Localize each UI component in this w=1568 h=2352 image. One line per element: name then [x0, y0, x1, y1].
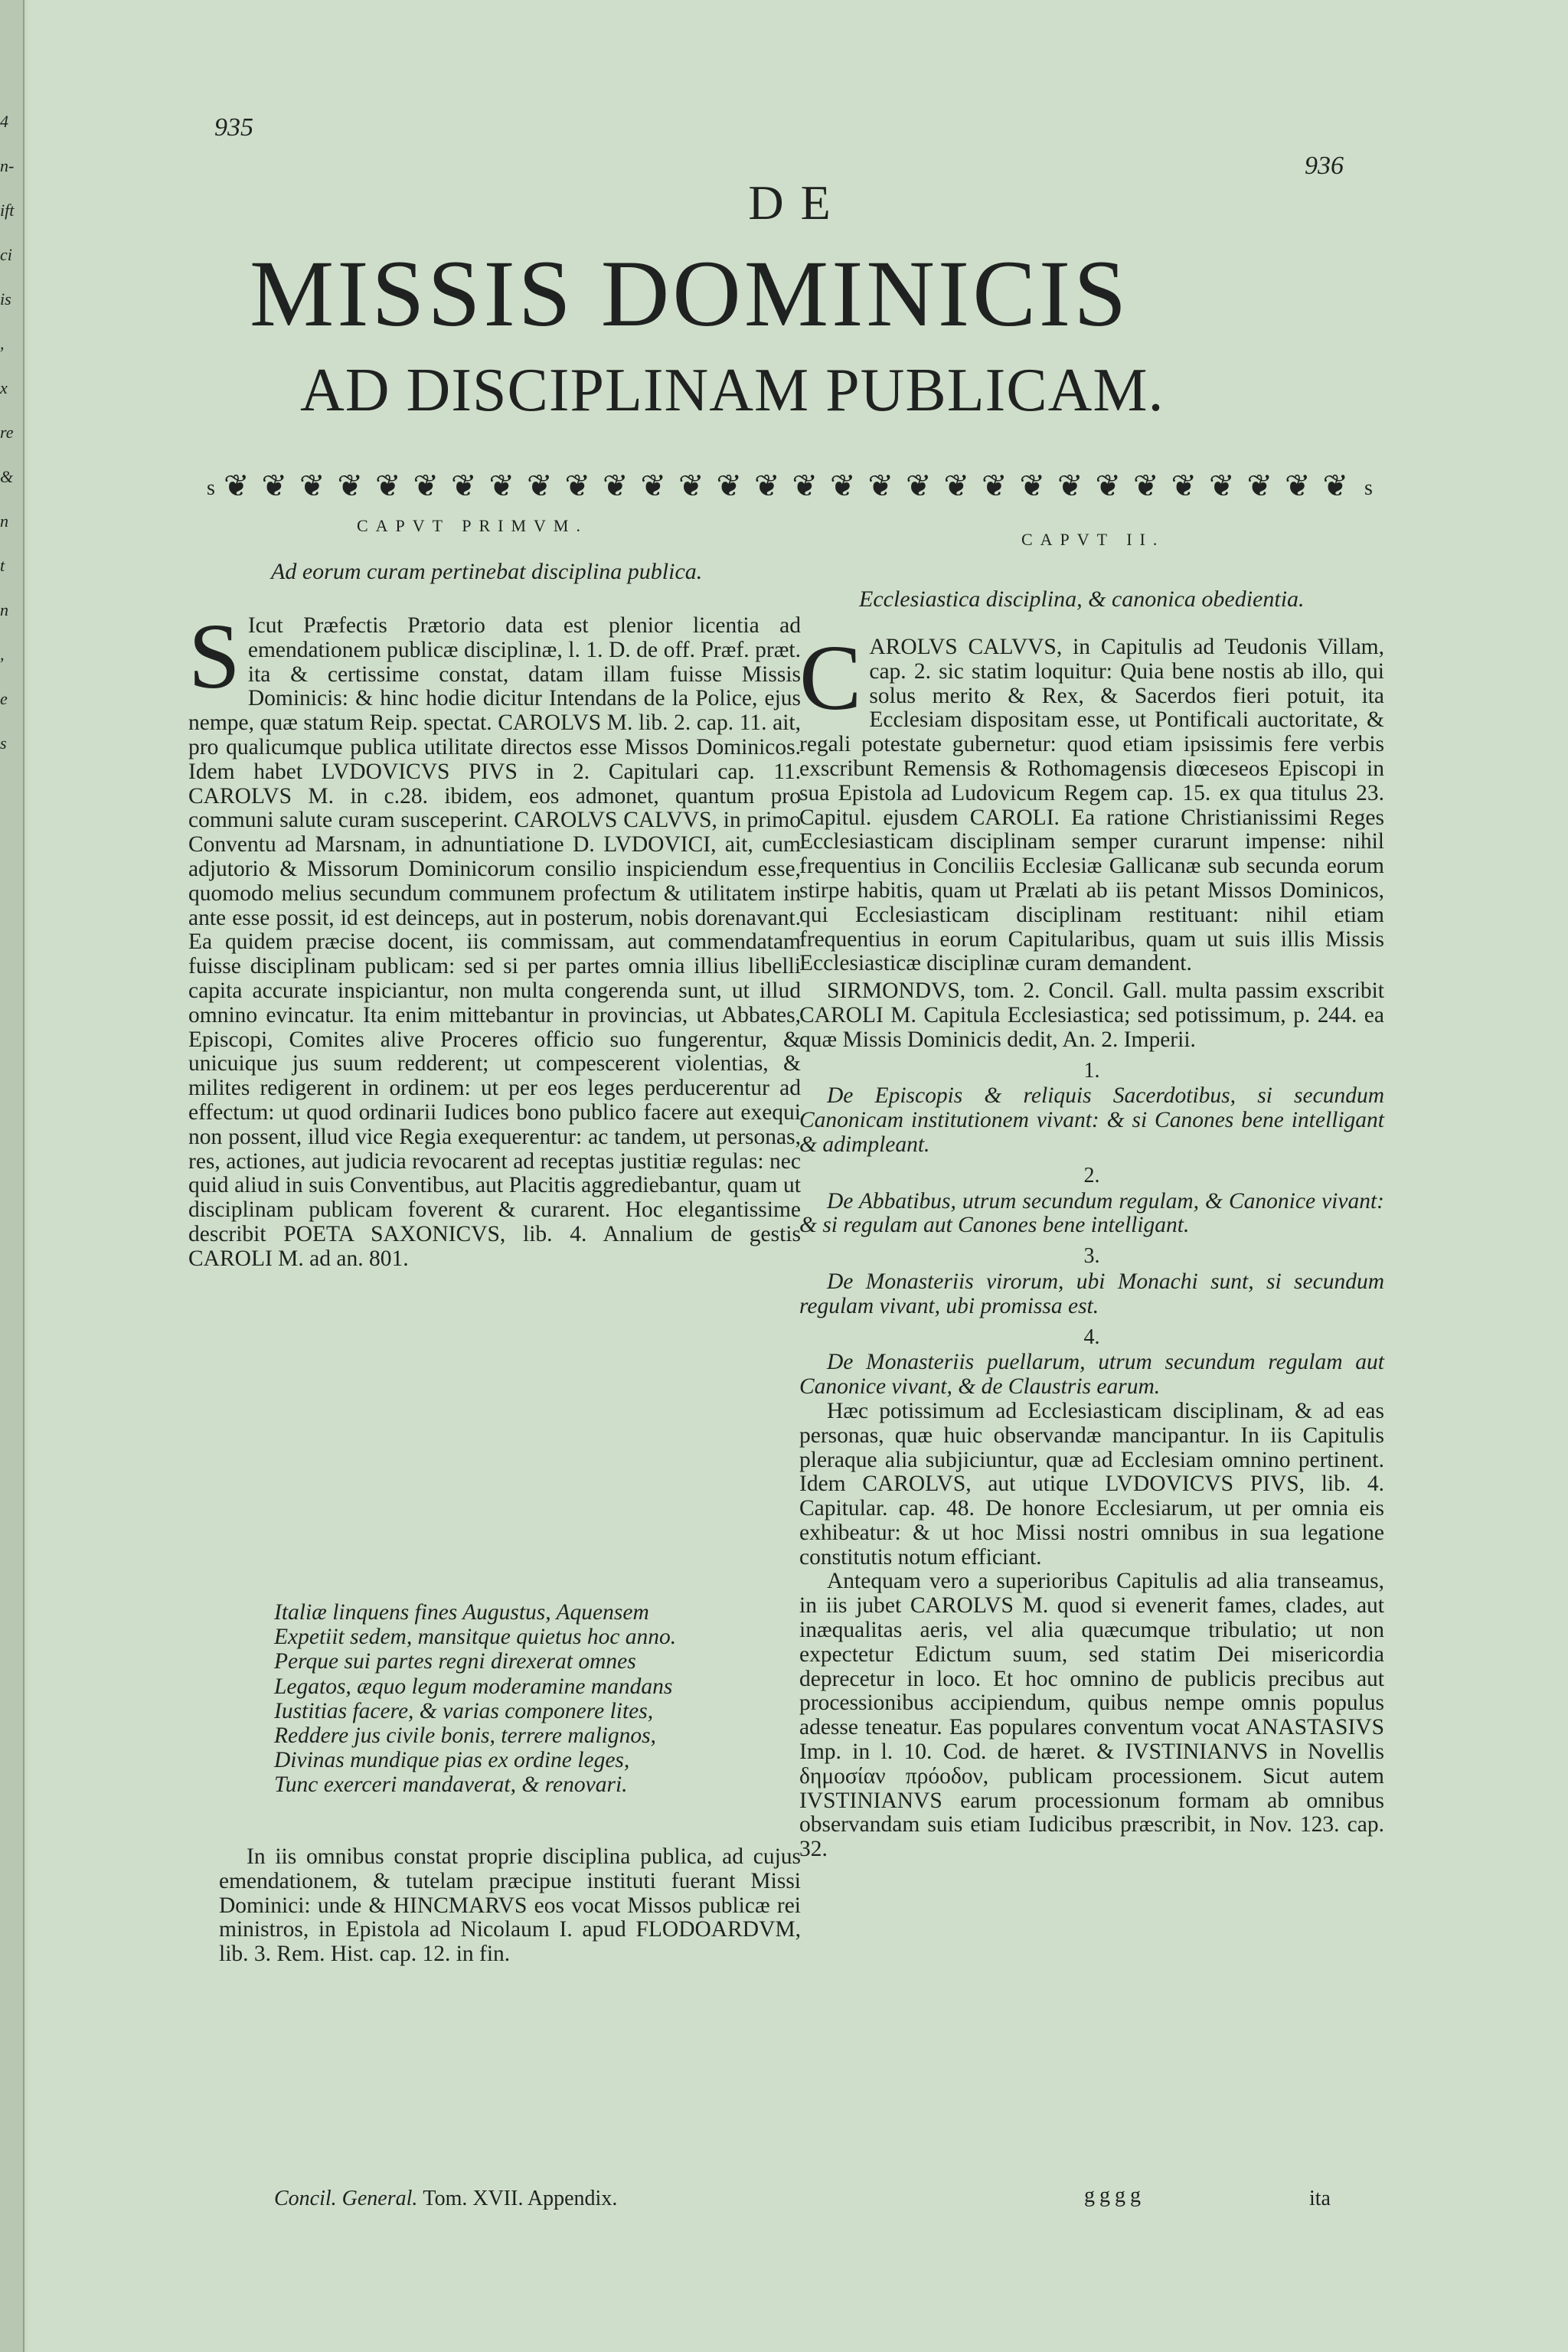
- title-subtitle: AD DISCIPLINAM PUBLICAM.: [300, 357, 1165, 424]
- capitulum-number: 3.: [1083, 1244, 1100, 1269]
- ornament-flourish: ❦: [943, 470, 970, 503]
- ornament-flourish: ❦: [1057, 470, 1083, 503]
- capitulum-number: 2.: [1083, 1163, 1100, 1187]
- verse-line: Reddere jus civile bonis, terrere malignos,: [274, 1723, 656, 1749]
- adjacent-page-fragment: 4: [0, 112, 8, 131]
- caput-primum-text: [188, 605, 801, 1272]
- ornament-flourish: ❦: [527, 470, 553, 503]
- ornament-flourish: ❦: [413, 470, 439, 503]
- ornament-flourish: ❦: [716, 470, 743, 503]
- adjacent-page-fragment: ci: [0, 245, 12, 264]
- adjacent-page-fragments: [0, 100, 23, 766]
- ornament-flourish: ❦: [1246, 470, 1273, 503]
- caput-primum-heading: CAPVT PRIMVM.: [357, 516, 588, 535]
- catchword: ita: [1309, 2187, 1331, 2210]
- ornament-start: s: [207, 476, 215, 500]
- ornament-flourish: ❦: [754, 470, 780, 503]
- dropcap-c: C: [799, 626, 862, 730]
- ornament-flourish: ❦: [299, 470, 325, 503]
- ornament-flourish: ❦: [603, 470, 629, 503]
- ornament-flourish: ❦: [982, 470, 1008, 503]
- ornament-flourish: ❦: [678, 470, 704, 503]
- ornament-end: s: [1364, 476, 1373, 500]
- verse-line: Perque sui partes regni direxerat omnes: [274, 1649, 636, 1674]
- ornament-flourish: ❦: [488, 470, 515, 503]
- footer-volume: [274, 2187, 617, 2211]
- caput-primum-closing: [219, 1845, 801, 1967]
- title-main: MISSIS DOMINICIS: [250, 241, 1130, 346]
- adjacent-page-fragment: ,: [0, 645, 5, 664]
- ornament-flourish: ❦: [1095, 470, 1122, 503]
- haec-paragraph: Hæc potissimum ad Ecclesiasticam disciplinam, & ad eas personas, quæ huic observandæ mancipantur. In iis Capitulis pleraque alia subjiciuntur, quæ ad Ecclesiam omnino pertinent. Idem CAROLVS, aut utique LVDOVICVS PIVS, lib. 4. Capitular. cap. 48. De honore Ecclesiarum, ut per omnia eis exhibeatur: & ut hoc Missi nostri omnibus in sua legatione constitutis notum efficiant.: [799, 1398, 1384, 1570]
- verse-line: Italiæ linquens fines Augustus, Aquensem: [274, 1600, 649, 1625]
- ornament-flourish: ❦: [337, 470, 364, 503]
- adjacent-page-fragment: re: [0, 423, 14, 442]
- signature-mark: gggg: [1084, 2184, 1145, 2207]
- ornament-flourish: ❦: [375, 470, 401, 503]
- verse-line: Tunc exerceri mandaverat, & renovari.: [274, 1772, 628, 1798]
- adjacent-page-fragment: e: [0, 689, 8, 708]
- page-number-right: 936: [1305, 152, 1344, 180]
- adjacent-page-fragment: ,: [0, 334, 5, 353]
- capitulum-number: 1.: [1083, 1058, 1100, 1083]
- adjacent-page-fragment: t: [0, 556, 5, 575]
- adjacent-page-fragment: n: [0, 511, 8, 531]
- verse-line: Divinas mundique pias ex ordine leges,: [274, 1748, 630, 1773]
- footer-volume-italic: Concil. General.: [274, 2187, 418, 2210]
- adjacent-page-fragment: x: [0, 378, 8, 397]
- page-number-left: 935: [214, 113, 253, 142]
- verse-line: Iustitias facere, & varias componere lites,: [274, 1698, 654, 1723]
- ornament-flourish: ❦: [640, 470, 667, 503]
- caput-ii-text: [799, 626, 1384, 1862]
- ornament-flourish: ❦: [564, 470, 591, 503]
- antequam-paragraph: Antequam vero a superioribus Capitulis ad alia transeamus, in iis jubet CAROLVS M. quod si evenerit fames, clades, aut inæqualitas aeris, vel alia quæcumque tribulatio; ut non expectetur Edictum suum, sed statim Dei misericordia deprecetur in loco. Et hoc omnino de publicis precibus aut processionibus accipiendum, quibus nempe omnis populus adesse teneatur. Eas populares conventum vocat ANASTASIVS Imp. in l. 10. Cod. de hæret. & IVSTINIANVS in Novellis δημοσίαν πρόοδον, publicam processionem. Sicut autem IVSTINIANVS earum processionum formam ab omnibus observandam suis etiam Iudicibus præscribit, in Nov. 123. cap. 32.: [799, 1569, 1384, 1862]
- ornament-flourish: ❦: [224, 470, 250, 503]
- ornament-flourish: ❦: [830, 470, 856, 503]
- adjacent-page-edge: [0, 0, 24, 2352]
- title-de: DE: [748, 175, 848, 230]
- book-page: [28, 0, 1568, 2352]
- ornament-flourish: ❦: [1019, 470, 1046, 503]
- adjacent-page-fragment: &: [0, 467, 14, 486]
- poeta-saxonicus-verse: [274, 1600, 676, 1798]
- capitulum-text: De Episcopis & reliquis Sacerdotibus, si secundum Canonicam institutionem vivant: & si Canones bene intelligant & adimpleant.: [799, 1083, 1384, 1157]
- capitula-list: [799, 1059, 1384, 1400]
- adjacent-page-fragment: n-: [0, 156, 15, 175]
- ornament-flourish: ❦: [1133, 470, 1159, 503]
- adjacent-page-fragment: s: [0, 733, 7, 753]
- caput-ii-paragraph: AROLVS CALVVS, in Capitulis ad Teudonis Villam, cap. 2. sic statim loquitur: Quia bene nostis ab illo, qui solus merito & Rex, & Sacerdos fieri potuit, ita Ecclesiam dispositam esse, ut Pontificali auctoritate, & regali potestate gubernetur: quod etiam ipsissimis fere verbis exscribunt Remensis & Rothomagensis diœceseos Episcopi in sua Epistola ad Ludovicum Regem cap. 15. ex qua titulus 23. Capitul. ejusdem CAROLI. Ea ratione Christianissimi Reges Ecclesiasticam disciplinam semper curarunt impense: nihil frequentius in Conciliis Ecclesiæ Gallicanæ sub secunda eorum stirpe habitis, quam ut Prælati ab iis petant Missos Dominicos, qui Ecclesiasticam disciplinam restituant: nihil etiam frequentius in eorum Capitularibus, quam ut suis illis Missis Ecclesiasticæ disciplinæ curam demandent.: [799, 635, 1384, 976]
- capitulum-text: De Abbatibus, utrum secundum regulam, & Canonice vivant: & si regulam aut Canones bene intelligant.: [799, 1188, 1384, 1238]
- ornament-flourish: ❦: [867, 470, 894, 503]
- ornament-border: [207, 470, 1378, 504]
- footer-volume-plain: Tom. XVII. Appendix.: [423, 2187, 618, 2210]
- adjacent-page-fragment: n: [0, 600, 8, 619]
- adjacent-page-fragment: is: [0, 289, 11, 309]
- adjacent-page-fragment: ift: [0, 201, 15, 220]
- dropcap-s: S: [188, 605, 240, 708]
- ornament-flourish: ❦: [451, 470, 477, 503]
- sirmondus-paragraph: SIRMONDVS, tom. 2. Concil. Gall. multa passim exscribit CAROLI M. Capitula Ecclesiastica; sed potissimum, p. 244. ea quæ Missis Dominicis dedit, An. 2. Imperii.: [799, 978, 1384, 1052]
- caput-ii-heading: CAPVT II.: [1021, 530, 1165, 549]
- ornament-flourish: ❦: [1209, 470, 1235, 503]
- ornament-flourish: ❦: [1171, 470, 1197, 503]
- capitulum-text: De Monasteriis puellarum, utrum secundum regulam aut Canonice vivant, & de Claustris earum.: [799, 1350, 1384, 1400]
- capitulum-text: De Monasteriis virorum, ubi Monachi sunt, si secundum regulam vivant, ubi promissa est.: [799, 1269, 1384, 1318]
- verse-line: Legatos, æquo legum moderamine mandans: [274, 1674, 673, 1699]
- verse-line: Expetiit sedem, mansitque quietus hoc anno.: [274, 1625, 677, 1650]
- ornament-flourish: ❦: [906, 470, 932, 503]
- capitulum-number: 4.: [1083, 1325, 1100, 1349]
- ornament-flourish: ❦: [1322, 470, 1349, 503]
- caput-primum-rubric: Ad eorum curam pertinebat disciplina publica.: [271, 559, 703, 584]
- closing-paragraph: In iis omnibus constat proprie disciplina publica, ad cujus emendationem, & tutelam præcipue instituti fuerant Missi Dominici: unde & HINCMARVS eos vocat Missos publicæ rei ministros, in Epistola ad Nicolaum I. apud FLODOARDVM, lib. 3. Rem. Hist. cap. 12. in fin.: [219, 1844, 801, 1967]
- caput-ii-rubric: Ecclesiastica disciplina, & canonica obedientia.: [859, 586, 1305, 612]
- ornament-flourish: ❦: [261, 470, 288, 503]
- ornament-flourish: ❦: [792, 470, 818, 503]
- ornament-flourish: ❦: [1285, 470, 1311, 503]
- caput-primum-paragraph: Icut Præfectis Prætorio data est plenior licentia ad emendationem publicæ disciplinæ, l. 1. D. de off. Præf. præt. ita & certissime constat, datam illam fuisse Missis Dominicis: & hinc hodie dicitur Intendans de la Police, ejus nempe, quæ statum Reip. spectat. CAROLVS M. lib. 2. cap. 11. ait, pro qualicumque publica utilitate directos esse Missos Dominicos. Idem habet LVDOVICVS PIVS in 2. Capitulari cap. 11. CAROLVS M. in c.28. ibidem, eos admonet, quantum pro communi salute curam susceperint. CAROLVS CALVVS, in primo Conventu ad Marsnam, in adnuntiatione D. LVDOVICI, ait, cum adjutorio & Missorum Dominicorum consilio inspiciendum esse, quomodo melius secundum communem profectum & utilitatem in ante esse possit, id est deinceps, aut in posterum, nobis dorenavant. Ea quidem præcise docent, iis commissam, aut commendatam fuisse disciplinam publicam: sed si per partes omnia illius libelli capita accurate inspiciantur, non multa congerenda sunt, ut illud omnino evincatur. Ita enim mittebantur in provincias, ut Abbates, Episcopi, Comites alive Proceres officio suo fungerentur, & unicuique jus suum redderent; ut compescerent violentias, & milites redigerent in ordinem: ut per eos leges perducerentur ad effectum: ut quod ordinarii Iudices bono publico facere aut exequi non possent, illud vice Regia exequerentur: ac tandem, ut personas, res, actiones, aut judicia revocarent ad receptas justitiæ regulas: nec quid aliud in suis Conventibus, aut Placitis aggrediebantur, quam ut disciplinam publicam foverent & curarent. Hoc elegantissime describit POETA SAXONICVS, lib. 4. Annalium de gestis CAROLI M. ad an. 801.: [188, 613, 801, 1271]
